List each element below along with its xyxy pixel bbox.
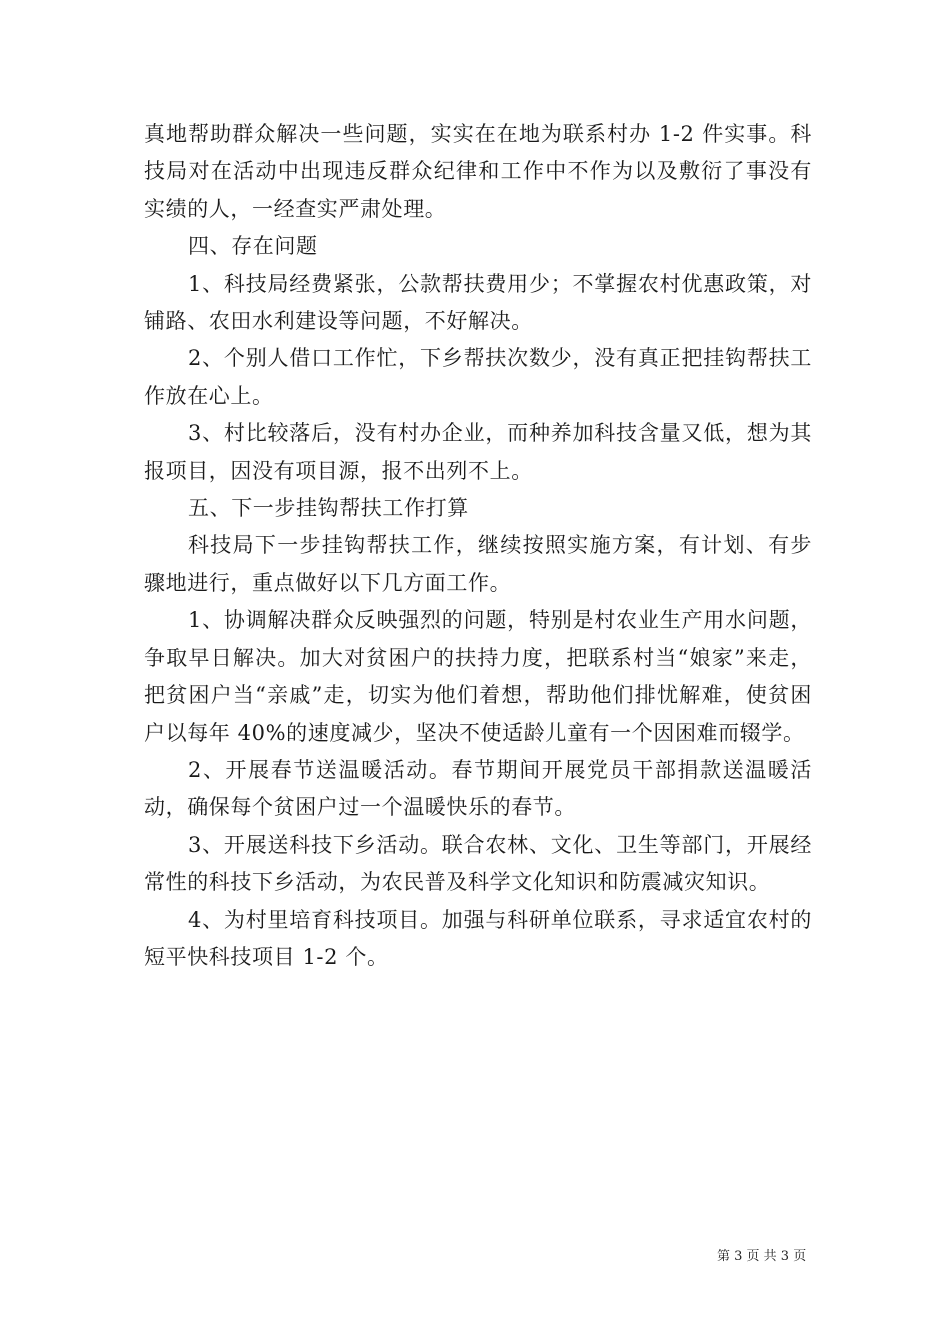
paragraph-10: 3、开展送科技下乡活动。联合农林、文化、卫生等部门，开展经常性的科技下乡活动，为农民普及科学文化知识和防震减灾知识。 [144, 832, 812, 895]
paragraph-5: 3、村比较落后，没有村办企业，而种养加科技含量又低，想为其报项目，因没有项目源，报不出列不上。 [144, 421, 812, 483]
page-number-footer: 第 3 页 共 3 页 [717, 1249, 807, 1264]
paragraph-1: 真地帮助群众解决一些问题，实实在在地为联系村办 1-2 件实事。科技局对在活动中出现违反群众纪律和工作中不作为以及敷衍了事没有实绩的人，一经查实严肃处理。 [144, 122, 812, 221]
paragraph-8: 1、协调解决群众反映强烈的问题，特别是村农业生产用水问题，争取早日解决。加大对贫困户的扶持力度，把联系村当“娘家”来走，把贫困户当“亲戚”走，切实为他们着想，帮助他们排忧解难，使贫困户以每年 40%的速度减少，坚决不使适龄儿童有一个因困难而辍学。 [144, 608, 812, 745]
paragraph-7: 科技局下一步挂钩帮扶工作，继续按照实施方案，有计划、有步骤地进行，重点做好以下几方面工作。 [144, 533, 812, 595]
paragraph-11: 4、为村里培育科技项目。加强与科研单位联系，寻求适宜农村的短平快科技项目 1-2 个。 [144, 907, 812, 969]
section-heading-problems: 四、存在问题 [188, 234, 318, 259]
paragraph-9: 2、开展春节送温暖活动。春节期间开展党员干部捐款送温暖活动，确保每个贫困户过一个温暖快乐的春节。 [144, 757, 812, 820]
document-body [144, 116, 812, 976]
paragraph-4: 2、个别人借口工作忙，下乡帮扶次数少，没有真正把挂钩帮扶工作放在心上。 [144, 346, 812, 408]
section-heading-next-steps: 五、下一步挂钩帮扶工作打算 [188, 496, 469, 521]
paragraph-3: 1、科技局经费紧张，公款帮扶费用少；不掌握农村优惠政策，对铺路、农田水利建设等问题，不好解决。 [144, 271, 812, 334]
